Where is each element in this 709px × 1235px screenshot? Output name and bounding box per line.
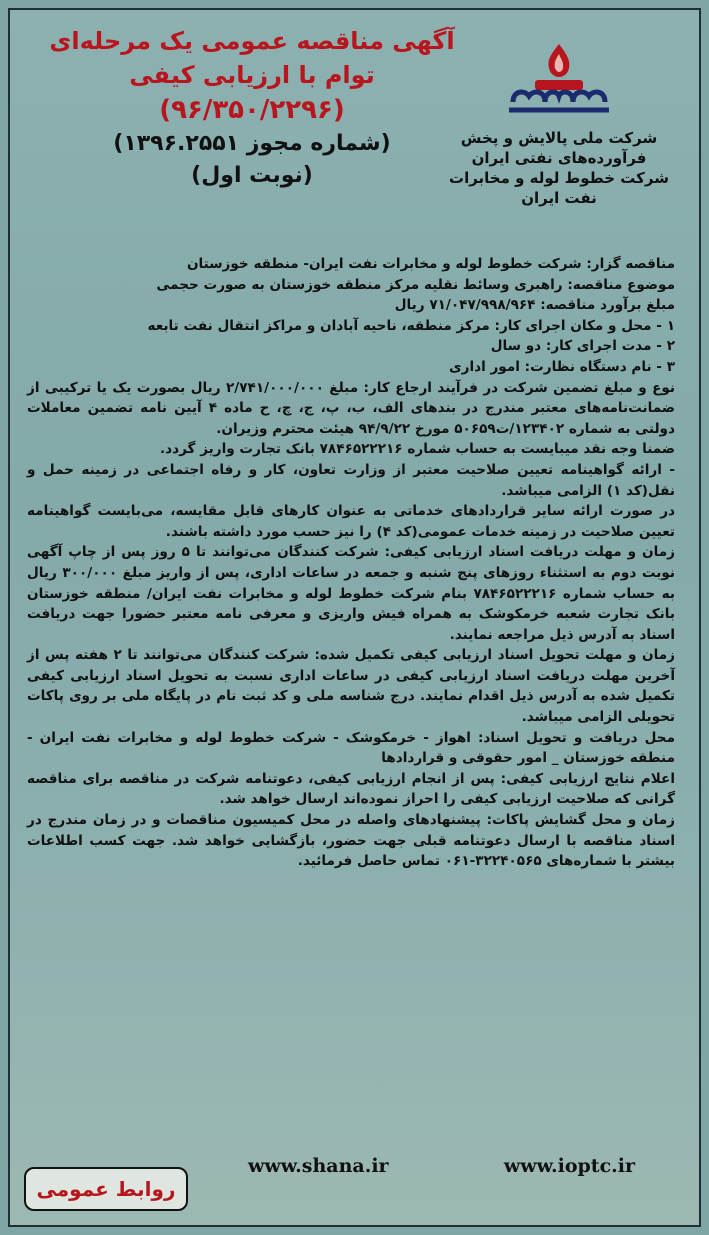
website-shana-link[interactable]: www.shana.ir xyxy=(248,1155,389,1177)
opening-paragraph: زمان و محل گشایش پاکات: پیشنهادهای واصله در محل کمیسیون مناقصات و در زمان مندرج در اسناد مناقصه با ارسال دعوتنامه قبلی جهت حضور، بازگشایی خواهد شد. جهت کسب اطلاعات بیشتر با شماره‌های ۳۲۲۴۰۵۶۵-۰۶۱ تماس حاصل فرمائید. xyxy=(27,812,675,870)
address-paragraph: محل دریافت و تحویل اسناد: اهواز - خرمکوشک - شرکت خطوط لوله و مخابرات نفت ایران - منطقه خوزستان _ امور حقوقی و قراردادها xyxy=(27,729,675,767)
tender-estimate: مبلغ برآورد مناقصه: ۷۱/۰۴۷/۹۹۸/۹۶۴ ریال xyxy=(394,297,675,314)
public-relations-label: روابط عمومی xyxy=(36,1177,176,1201)
tender-number: (۹۶/۳۵۰/۲۲۹۶) xyxy=(159,95,345,125)
tender-organizer: مناقصه گزار: شرکت خطوط لوله و مخابرات نفت ایران- منطقه خوزستان xyxy=(186,256,675,272)
qualification-paragraph: - ارائه گواهینامه تعیین صلاحیت معتبر از وزارت تعاون، کار و رفاه اجتماعی در زمینه حمل و نقل(کد ۱) الزامی میباشد. xyxy=(27,461,675,499)
document-delivery-paragraph: زمان و مهلت تحویل اسناد ارزیابی کیفی تکمیل شده: شرکت کنندگان می‌توانند تا ۲ هفته پس از آخرین مهلت دریافت اسناد ارزیابی کیفی در ساعات اداری نسبت به تحویل اسناد ارزیابی کیفی تکمیل شده به آدرس ذیل اقدام نمایند. درج شناسه ملی و کد ثبت نام در پایگاه ملی بر روی پاکات تحویلی الزامی میباشد. xyxy=(27,647,675,726)
advertisement-frame xyxy=(8,8,701,1227)
footer xyxy=(10,1153,699,1201)
org-line: شرکت ملی پالایش و پخش xyxy=(460,129,658,147)
permit-number: (شماره مجوز ۱۳۹۶.۲۵۵۱) xyxy=(113,131,391,156)
nioc-flame-logo-icon xyxy=(499,40,619,122)
tender-body xyxy=(27,254,675,872)
guarantee-paragraph: نوع و مبلغ تضمین شرکت در فرآیند ارجاع کار: مبلغ ۲/۷۴۱/۰۰۰/۰۰۰ ریال بصورت یک یا ترکیبی از ضمانت‌نامه‌های معتبر مندرج در بندهای الف، ب، پ، ج، چ، ح ماده ۴ آیین نامه تضمین معاملات دولتی به شماره ۱۲۳۴۰۲/ت۵۰۶۵۹ مورخ ۹۴/۹/۲۲ هیئت محترم وزیران. xyxy=(27,379,675,437)
tender-title-line2: توام با ارزیابی کیفی xyxy=(129,61,375,89)
work-duration: ۲ - مدت اجرای کار: دو سال xyxy=(490,338,675,355)
supervisor: ۳ - نام دستگاه نظارت: امور اداری xyxy=(449,358,675,375)
document-receipt-paragraph: زمان و مهلت دریافت اسناد ارزیابی کیفی: شرکت کنندگان می‌توانند تا ۵ روز پس از چاپ آگهی نوبت دوم به استثناء روزهای پنج شنبه و جمعه در ساعات اداری، پس از واریز مبلغ ۳۰۰/۰۰۰ ریال به حساب شماره ۷۸۴۶۵۲۲۲۱۶ بنام شرکت خطوط لوله و مخابرات نفت ایران/ منطقه خوزستان بانک تجارت شعبه خرمکوشک به همراه فیش واریزی و معرفی نامه معتبر حضورا جهت دریافت اسناد به آدرس ذیل مراجعه نمایند. xyxy=(27,544,675,643)
organization-header xyxy=(439,40,679,208)
round-label: (نوبت اول) xyxy=(191,163,313,188)
work-location: ۱ - محل و مکان اجرای کار: مرکز منطقه، ناحیه آبادان و مراکز انتقال نفت تابعه xyxy=(147,317,675,334)
results-paragraph: اعلام نتایج ارزیابی کیفی: پس از انجام ارزیابی کیفی، دعوتنامه شرکت در مناقصه برای مناقصه گرانی که صلاحیت ارزیابی کیفی را احراز نموده‌اند ارسال خواهد شد. xyxy=(27,770,675,808)
org-line: شرکت خطوط لوله و مخابرات xyxy=(449,169,669,187)
tender-title-line1: آگهی مناقصه عمومی یک مرحله‌ای xyxy=(49,27,455,55)
org-line: فرآورده‌های نفتی ایران xyxy=(471,149,647,167)
public-relations-stamp xyxy=(24,1167,188,1211)
website-ioptc-link[interactable]: www.ioptc.ir xyxy=(503,1155,635,1177)
comparable-contracts-paragraph: در صورت ارائه سایر قراردادهای خدماتی به عنوان کارهای قابل مقایسه، می‌بایست گواهینامه تعیین صلاحیت در زمینه خدمات عمومی(کد ۴) را نیز حسب مورد داشته باشند. xyxy=(27,503,675,540)
tender-subject: موضوع مناقصه: راهبری وسائط نقلیه مرکز منطقه خوزستان به صورت حجمی xyxy=(156,276,675,293)
cash-deposit-paragraph: ضمنا وجه نقد میبایست به حساب شماره ۷۸۴۶۵۲۲۲۱۶ بانک تجارت واریز گردد. xyxy=(159,441,675,458)
org-line: نفت ایران xyxy=(521,189,597,207)
tender-title-block xyxy=(32,24,472,192)
